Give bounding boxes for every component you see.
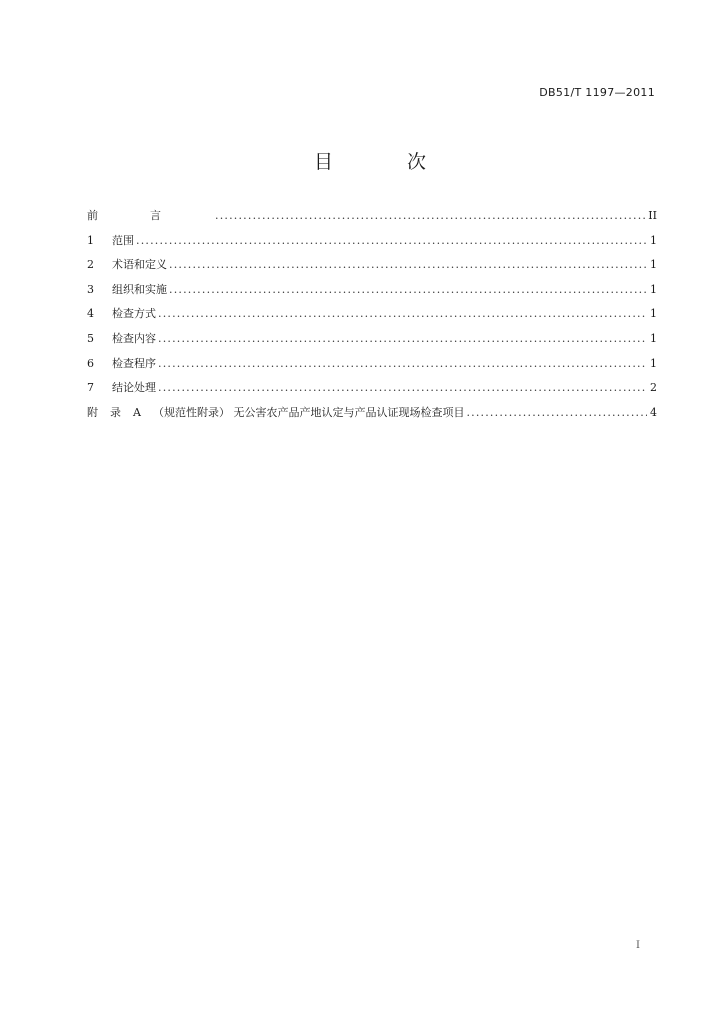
toc-entry-label: 结论处理 — [112, 381, 156, 395]
toc-entry-page: 1 — [650, 258, 657, 272]
toc-entry-number: 6 — [87, 356, 94, 370]
toc-leader-dots — [169, 283, 647, 296]
toc-entry-organization[interactable] — [87, 281, 657, 306]
toc-entry-inspection-content[interactable] — [87, 330, 657, 355]
toc-leader-dots — [136, 234, 647, 247]
toc-leader-dots — [158, 332, 647, 345]
page-number: I — [636, 940, 640, 951]
toc-leader-dots — [466, 406, 647, 419]
toc-entry-number: 7 — [87, 381, 94, 395]
toc-entry-page: 2 — [650, 381, 657, 395]
toc-title-char-2: 次 — [407, 151, 427, 173]
toc-appendix-prefix-1: 附 — [87, 405, 98, 419]
toc-entry-page: 1 — [650, 331, 657, 345]
toc-entry-number: 3 — [87, 282, 94, 296]
toc-entry-scope[interactable] — [87, 232, 657, 257]
toc-entry-label: 范围 — [112, 233, 134, 247]
toc-title-char-1: 目 — [314, 151, 334, 173]
toc-entry-label: （规范性附录） 无公害农产品产地认定与产品认证现场检查项目 — [152, 405, 465, 419]
toc-leader-dots — [158, 307, 647, 320]
toc-entry-label: 组织和实施 — [112, 282, 167, 296]
toc-entry-foreword[interactable] — [87, 207, 657, 232]
toc-appendix-prefix-2: 录 — [110, 405, 121, 419]
toc-entry-number: 2 — [87, 258, 94, 272]
toc-entry-page: 1 — [650, 356, 657, 370]
toc-appendix-letter: A — [133, 405, 141, 419]
toc-entry-terms[interactable] — [87, 256, 657, 281]
toc-appendix-prefix — [87, 404, 153, 420]
toc-entry-appendix-a[interactable] — [87, 404, 657, 429]
toc-entry-page: 1 — [650, 233, 657, 247]
toc-entry-inspection-method[interactable] — [87, 305, 657, 330]
toc-leader-dots — [215, 209, 646, 222]
toc-leader-dots — [158, 357, 647, 370]
toc-entry-number: 1 — [87, 233, 94, 247]
toc-entry-page: 1 — [650, 307, 657, 321]
toc-entry-conclusion[interactable] — [87, 379, 657, 404]
toc-entry-page: 1 — [650, 282, 657, 296]
toc-entry-label: 检查内容 — [112, 331, 156, 345]
toc-entry-label: 前言 — [87, 209, 213, 222]
toc-entry-label: 检查程序 — [112, 356, 156, 370]
toc-leader-dots — [158, 381, 647, 394]
toc-entry-inspection-procedure[interactable] — [87, 355, 657, 380]
toc-entry-page: 4 — [650, 405, 657, 419]
toc-entry-label: 术语和定义 — [112, 258, 167, 272]
standard-code: DB51/T 1197—2011 — [539, 86, 655, 99]
toc-entry-number: 4 — [87, 307, 94, 321]
toc-entry-label: 检查方式 — [112, 307, 156, 321]
table-of-contents — [87, 207, 657, 428]
toc-leader-dots — [169, 258, 647, 271]
toc-entry-number: 5 — [87, 331, 94, 345]
toc-entry-page: II — [648, 209, 657, 222]
